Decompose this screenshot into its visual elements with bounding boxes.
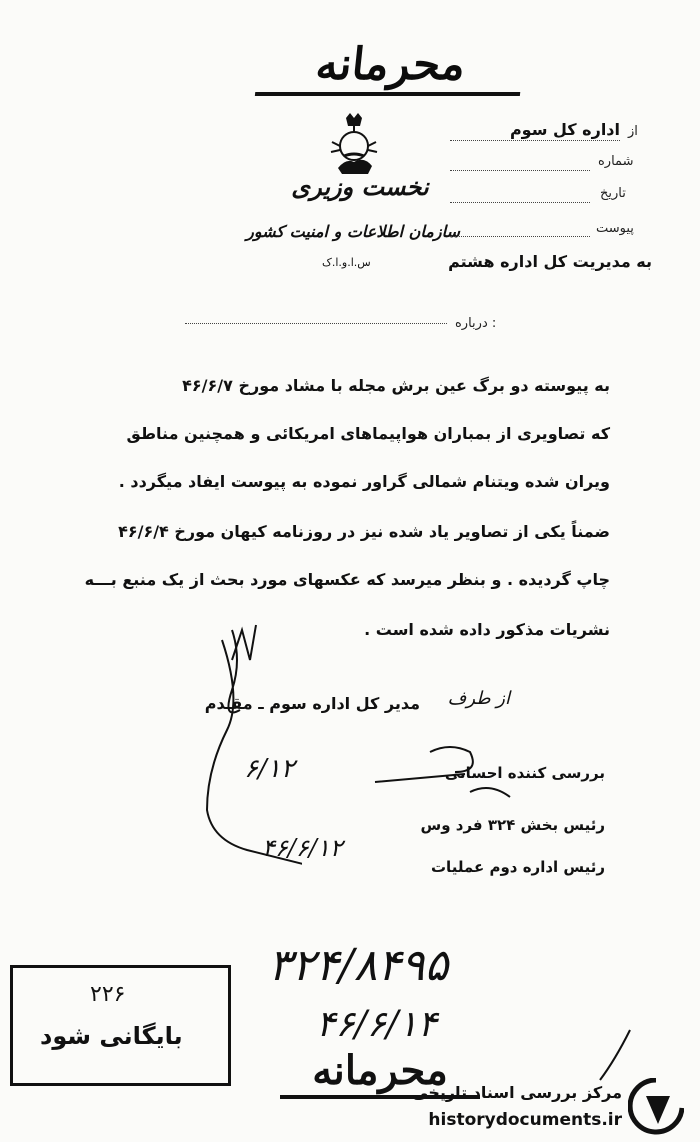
reviewer-signature [370, 742, 520, 802]
section-head-line: رئیس بخش ۳۲۴ فرد وس [420, 816, 605, 834]
archive-number: ۲۲۶ [90, 982, 126, 1007]
number-label: شماره [598, 154, 634, 169]
attachment-line [450, 236, 590, 237]
body-line-6: نشریات مذکور داده شده است . [364, 620, 610, 639]
classification-stamp-bottom: محرمانه [280, 1045, 480, 1099]
date-label: تاریخ [600, 186, 626, 201]
attachment-label: پیوست [596, 221, 634, 236]
number-line [450, 170, 590, 171]
watermark-org: مرکز بررسی اسناد تاریخی [412, 1083, 622, 1102]
handwritten-date-2: ۴۶/۶/۱۲ [262, 834, 343, 862]
subject-line [185, 323, 447, 324]
signature-prefix: از طرف [447, 688, 510, 709]
signatory-title: مدیر کل اداره سوم ـ مقـدم [204, 694, 420, 713]
from-value: اداره کل سوم [509, 120, 620, 139]
operations-head-line: رئیس اداره دوم عملیات [430, 858, 605, 876]
registration-date: ۴۶/۶/۱۴ [316, 1004, 437, 1045]
recipient-line: به مدیریت کل اداره هشتم [448, 252, 652, 271]
classification-stamp-top: محرمانه [255, 36, 526, 96]
body-line-1: به پیوسته دو برگ عین برش مجله با مشاد مورخ ۴۶/۶/۷ [182, 376, 610, 395]
date-line [450, 202, 590, 203]
registration-number: ۳۲۴/۸۴۹۵ [268, 940, 449, 991]
archive-logo-icon [628, 1078, 684, 1138]
watermark-url: historydocuments.ir [428, 1110, 622, 1130]
body-line-3: ویران شده ویتنام شمالی گراور نموده به پیوست ایفاد میگردد . [118, 472, 610, 491]
body-line-2: که تصاویری از بمباران هواپیماهای امریکائی و همچنین مناطق [126, 424, 610, 443]
subject-label: درباره : [455, 316, 497, 331]
reviewer-line: بررسی کننده احسانی [444, 764, 605, 782]
from-line [450, 140, 620, 141]
from-label: از [628, 124, 638, 139]
body-line-4: ضمناً یکی از تصاویر یاد شده نیز در روزنامه کیهان مورخ ۴۶/۶/۴ [118, 522, 610, 541]
signature-scribble [182, 620, 302, 870]
ministry-name: نخست وزیری [291, 172, 429, 201]
handwritten-date: ۶/۱۲ [244, 754, 295, 784]
body-line-5: چاپ گردیده . و بنظر میرسد که عکسهای مورد بحث از یک منبع بـــه [84, 570, 610, 589]
archive-instruction: بایگانی شود [40, 1022, 183, 1050]
organization-name: سازمان اطلاعات و امنیت کشور [246, 222, 460, 241]
org-code: س.ا.و.ا.ک [322, 256, 371, 269]
